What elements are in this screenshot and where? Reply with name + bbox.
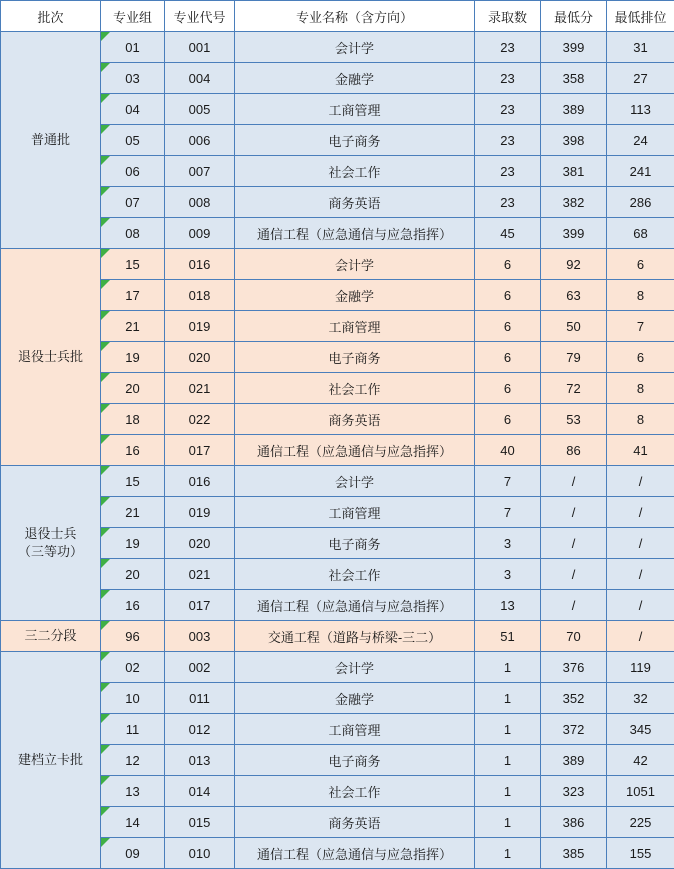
major-code-cell: 021 [165, 559, 235, 590]
major-name-cell: 会计学 [235, 32, 475, 63]
major-name-cell: 会计学 [235, 652, 475, 683]
table-row [1, 63, 674, 94]
table-row [1, 249, 674, 280]
header-count: 录取数 [475, 1, 541, 32]
table-row [1, 311, 674, 342]
major-name-cell: 金融学 [235, 683, 475, 714]
major-name-cell: 电子商务 [235, 528, 475, 559]
admitted-count-cell: 6 [475, 311, 541, 342]
major-code-cell: 022 [165, 404, 235, 435]
header-min-score: 最低分 [541, 1, 607, 32]
min-rank-cell: 8 [607, 280, 674, 311]
major-name-cell: 社会工作 [235, 559, 475, 590]
table-row [1, 497, 674, 528]
major-group-cell: 96 [101, 621, 165, 652]
major-group-cell: 16 [101, 590, 165, 621]
major-group-cell: 08 [101, 218, 165, 249]
table-row [1, 528, 674, 559]
admitted-count-cell: 3 [475, 528, 541, 559]
major-name-cell: 通信工程（应急通信与应急指挥） [235, 435, 475, 466]
header-group: 专业组 [101, 1, 165, 32]
min-rank-cell: 6 [607, 342, 674, 373]
major-code-cell: 010 [165, 838, 235, 869]
table-row [1, 342, 674, 373]
min-rank-cell: 42 [607, 745, 674, 776]
major-group-cell: 19 [101, 528, 165, 559]
min-score-cell: 352 [541, 683, 607, 714]
major-code-cell: 015 [165, 807, 235, 838]
table-row [1, 435, 674, 466]
major-name-cell: 会计学 [235, 249, 475, 280]
major-name-cell: 社会工作 [235, 776, 475, 807]
admitted-count-cell: 1 [475, 745, 541, 776]
major-group-cell: 17 [101, 280, 165, 311]
major-name-cell: 商务英语 [235, 404, 475, 435]
min-rank-cell: 345 [607, 714, 674, 745]
major-code-cell: 014 [165, 776, 235, 807]
major-name-cell: 交通工程（道路与桥梁-三二） [235, 621, 475, 652]
min-score-cell: 376 [541, 652, 607, 683]
admitted-count-cell: 7 [475, 466, 541, 497]
batch-cell [1, 249, 101, 466]
table-row [1, 156, 674, 187]
min-score-cell: 63 [541, 280, 607, 311]
major-group-cell: 15 [101, 249, 165, 280]
admitted-count-cell: 1 [475, 838, 541, 869]
admitted-count-cell: 6 [475, 280, 541, 311]
major-name-cell: 社会工作 [235, 156, 475, 187]
min-score-cell: 389 [541, 94, 607, 125]
major-code-cell: 021 [165, 373, 235, 404]
admitted-count-cell: 7 [475, 497, 541, 528]
table-row [1, 714, 674, 745]
table-row [1, 125, 674, 156]
min-rank-cell: 27 [607, 63, 674, 94]
major-group-cell: 10 [101, 683, 165, 714]
min-score-cell: 50 [541, 311, 607, 342]
header-name: 专业名称（含方向） [235, 1, 475, 32]
min-rank-cell: 68 [607, 218, 674, 249]
min-score-cell: 358 [541, 63, 607, 94]
major-code-cell: 020 [165, 342, 235, 373]
min-rank-cell: / [607, 497, 674, 528]
major-group-cell: 18 [101, 404, 165, 435]
admitted-count-cell: 6 [475, 404, 541, 435]
major-code-cell: 003 [165, 621, 235, 652]
min-rank-cell: 1051 [607, 776, 674, 807]
table-row [1, 590, 674, 621]
major-code-cell: 006 [165, 125, 235, 156]
min-score-cell: / [541, 466, 607, 497]
table-row [1, 280, 674, 311]
major-name-cell: 工商管理 [235, 714, 475, 745]
major-group-cell: 11 [101, 714, 165, 745]
major-group-cell: 07 [101, 187, 165, 218]
table-row [1, 652, 674, 683]
admitted-count-cell: 1 [475, 652, 541, 683]
header-row [1, 1, 674, 32]
batch-cell [1, 621, 101, 652]
min-rank-cell: 6 [607, 249, 674, 280]
min-score-cell: 323 [541, 776, 607, 807]
table-row [1, 404, 674, 435]
table-row [1, 683, 674, 714]
min-score-cell: 389 [541, 745, 607, 776]
batch-label: 退役士兵 [1, 525, 100, 543]
major-code-cell: 011 [165, 683, 235, 714]
admitted-count-cell: 23 [475, 63, 541, 94]
major-group-cell: 13 [101, 776, 165, 807]
admitted-count-cell: 3 [475, 559, 541, 590]
batch-label: （三等功） [1, 543, 100, 561]
header-min-rank: 最低排位 [607, 1, 674, 32]
major-code-cell: 012 [165, 714, 235, 745]
major-group-cell: 21 [101, 311, 165, 342]
major-code-cell: 016 [165, 466, 235, 497]
table-row [1, 187, 674, 218]
min-score-cell: 79 [541, 342, 607, 373]
batch-label: 三二分段 [1, 627, 100, 645]
major-group-cell: 01 [101, 32, 165, 63]
min-rank-cell: 241 [607, 156, 674, 187]
table-row [1, 373, 674, 404]
min-rank-cell: 41 [607, 435, 674, 466]
major-name-cell: 社会工作 [235, 373, 475, 404]
major-group-cell: 06 [101, 156, 165, 187]
major-code-cell: 002 [165, 652, 235, 683]
major-name-cell: 电子商务 [235, 125, 475, 156]
admitted-count-cell: 1 [475, 776, 541, 807]
min-rank-cell: / [607, 466, 674, 497]
major-group-cell: 21 [101, 497, 165, 528]
major-group-cell: 12 [101, 745, 165, 776]
min-score-cell: 381 [541, 156, 607, 187]
major-group-cell: 03 [101, 63, 165, 94]
major-code-cell: 008 [165, 187, 235, 218]
min-score-cell: 385 [541, 838, 607, 869]
min-rank-cell: 225 [607, 807, 674, 838]
major-group-cell: 02 [101, 652, 165, 683]
min-rank-cell: / [607, 528, 674, 559]
table-row [1, 807, 674, 838]
min-rank-cell: 7 [607, 311, 674, 342]
major-group-cell: 04 [101, 94, 165, 125]
batch-label: 退役士兵批 [1, 348, 100, 366]
admitted-count-cell: 23 [475, 156, 541, 187]
admitted-count-cell: 23 [475, 125, 541, 156]
major-name-cell: 通信工程（应急通信与应急指挥） [235, 218, 475, 249]
major-code-cell: 020 [165, 528, 235, 559]
min-rank-cell: / [607, 590, 674, 621]
major-name-cell: 商务英语 [235, 187, 475, 218]
batch-cell [1, 32, 101, 249]
major-code-cell: 017 [165, 590, 235, 621]
min-score-cell: / [541, 590, 607, 621]
min-rank-cell: 119 [607, 652, 674, 683]
header-batch: 批次 [1, 1, 101, 32]
table-header [1, 1, 674, 32]
min-score-cell: 386 [541, 807, 607, 838]
major-group-cell: 20 [101, 373, 165, 404]
min-rank-cell: / [607, 559, 674, 590]
min-score-cell: / [541, 559, 607, 590]
header-code: 专业代号 [165, 1, 235, 32]
major-code-cell: 017 [165, 435, 235, 466]
major-name-cell: 工商管理 [235, 94, 475, 125]
major-group-cell: 20 [101, 559, 165, 590]
admitted-count-cell: 1 [475, 807, 541, 838]
admitted-count-cell: 6 [475, 342, 541, 373]
min-score-cell: 399 [541, 218, 607, 249]
admitted-count-cell: 6 [475, 373, 541, 404]
major-group-cell: 09 [101, 838, 165, 869]
batch-label: 普通批 [1, 131, 100, 149]
major-group-cell: 15 [101, 466, 165, 497]
table-row [1, 559, 674, 590]
min-score-cell: 92 [541, 249, 607, 280]
major-group-cell: 16 [101, 435, 165, 466]
major-name-cell: 通信工程（应急通信与应急指挥） [235, 838, 475, 869]
major-code-cell: 018 [165, 280, 235, 311]
admitted-count-cell: 1 [475, 714, 541, 745]
major-code-cell: 001 [165, 32, 235, 63]
major-code-cell: 005 [165, 94, 235, 125]
table-row [1, 94, 674, 125]
admitted-count-cell: 23 [475, 94, 541, 125]
major-name-cell: 工商管理 [235, 311, 475, 342]
admitted-count-cell: 6 [475, 249, 541, 280]
major-group-cell: 14 [101, 807, 165, 838]
min-score-cell: 72 [541, 373, 607, 404]
table-row [1, 776, 674, 807]
admitted-count-cell: 13 [475, 590, 541, 621]
min-rank-cell: 8 [607, 404, 674, 435]
major-code-cell: 004 [165, 63, 235, 94]
min-rank-cell: / [607, 621, 674, 652]
admitted-count-cell: 51 [475, 621, 541, 652]
admitted-count-cell: 40 [475, 435, 541, 466]
major-name-cell: 工商管理 [235, 497, 475, 528]
major-name-cell: 金融学 [235, 63, 475, 94]
min-rank-cell: 155 [607, 838, 674, 869]
major-name-cell: 商务英语 [235, 807, 475, 838]
admitted-count-cell: 45 [475, 218, 541, 249]
major-code-cell: 019 [165, 311, 235, 342]
major-name-cell: 会计学 [235, 466, 475, 497]
min-score-cell: / [541, 528, 607, 559]
table-body [1, 32, 674, 869]
min-rank-cell: 113 [607, 94, 674, 125]
table-row [1, 218, 674, 249]
min-score-cell: 382 [541, 187, 607, 218]
min-score-cell: 86 [541, 435, 607, 466]
major-name-cell: 电子商务 [235, 745, 475, 776]
admitted-count-cell: 23 [475, 32, 541, 63]
major-code-cell: 013 [165, 745, 235, 776]
min-rank-cell: 32 [607, 683, 674, 714]
table-row [1, 466, 674, 497]
min-score-cell: / [541, 497, 607, 528]
min-score-cell: 53 [541, 404, 607, 435]
min-score-cell: 70 [541, 621, 607, 652]
min-rank-cell: 286 [607, 187, 674, 218]
batch-cell [1, 466, 101, 621]
major-code-cell: 016 [165, 249, 235, 280]
min-rank-cell: 31 [607, 32, 674, 63]
min-score-cell: 398 [541, 125, 607, 156]
major-code-cell: 009 [165, 218, 235, 249]
min-score-cell: 399 [541, 32, 607, 63]
min-rank-cell: 24 [607, 125, 674, 156]
admitted-count-cell: 1 [475, 683, 541, 714]
min-score-cell: 372 [541, 714, 607, 745]
major-group-cell: 19 [101, 342, 165, 373]
batch-cell [1, 652, 101, 869]
major-group-cell: 05 [101, 125, 165, 156]
major-name-cell: 金融学 [235, 280, 475, 311]
table-row [1, 838, 674, 869]
major-code-cell: 019 [165, 497, 235, 528]
table-row [1, 621, 674, 652]
table-row [1, 32, 674, 63]
major-name-cell: 电子商务 [235, 342, 475, 373]
table-row [1, 745, 674, 776]
major-name-cell: 通信工程（应急通信与应急指挥） [235, 590, 475, 621]
major-code-cell: 007 [165, 156, 235, 187]
batch-label: 建档立卡批 [1, 751, 100, 769]
min-rank-cell: 8 [607, 373, 674, 404]
admitted-count-cell: 23 [475, 187, 541, 218]
